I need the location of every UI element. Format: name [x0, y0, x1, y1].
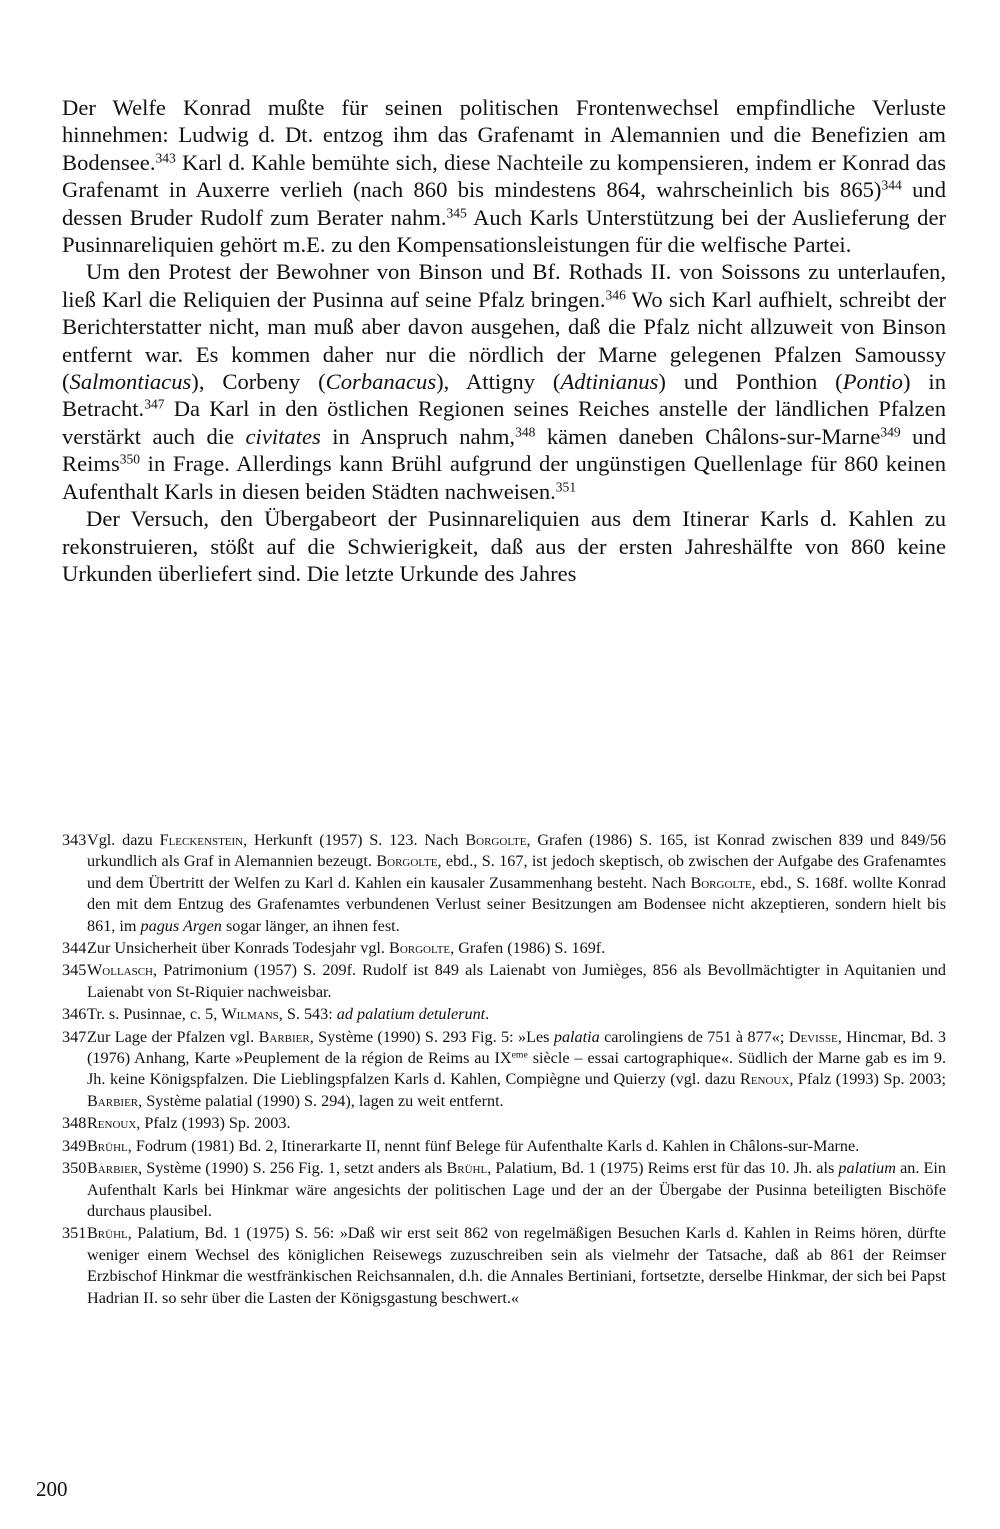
footnote	[62, 1004, 946, 1025]
text-run: und Reims	[62, 423, 947, 477]
text-run: , Pfalz (1993) Sp. 2003;	[789, 1070, 947, 1089]
paragraph	[62, 258, 946, 505]
footnote	[62, 1113, 946, 1134]
text-run: kämen daneben Châlons-sur-Marne	[535, 423, 881, 449]
text-run: Um den Protest der Bewohner von Binson und Bf. Rothads II. von Soissons zu unterlaufen, ließ Karl die Reliquien der Pusinna auf seine Pfalz bringen.	[62, 259, 946, 312]
italic-text: ad palatium detulerunt	[336, 1005, 486, 1024]
italic-text: civitates	[245, 423, 321, 449]
footnote	[62, 938, 946, 959]
footnote-ref: eme	[511, 1049, 528, 1061]
footnote-number: 351	[62, 1224, 87, 1243]
paragraph	[62, 505, 946, 587]
author-name: Brühl	[87, 1136, 128, 1155]
footnote-ref: 351	[555, 479, 577, 495]
text-run: Vgl. dazu	[87, 831, 160, 849]
text-run: Tr. s. Pusinnae, c. 5,	[87, 1005, 222, 1024]
footnote-ref: 349	[880, 424, 901, 440]
author-name: Brühl	[87, 1224, 128, 1243]
footnote-text	[87, 1027, 946, 1113]
text-run: Da Karl in den östlichen Regionen seines Reiches anstelle der ländlichen Pfalzen verstärkt auch die	[62, 396, 946, 449]
footnote-number: 343	[62, 831, 87, 849]
footnote-ref: 348	[515, 424, 536, 440]
text-run: Der Versuch, den Übergabeort der Pusinnareliquien aus dem Itinerar Karls d. Kahlen zu rekonstruieren, stößt auf die Schwierigkeit, daß aus der ersten Jahreshälfte von 860 keine Urkunden überliefert sind. Die letzte Urkunde des Jahres	[62, 506, 946, 586]
author-name: Borgolte	[465, 831, 527, 849]
italic-text: Pontio	[842, 369, 903, 395]
italic-text: palatia	[553, 1027, 600, 1046]
footnote	[62, 830, 946, 937]
footnote-number: 345	[62, 961, 87, 980]
text-run: Karl d. Kahle bemühte sich, diese Nachteile zu kompensieren, indem er Konrad das Grafenamt in Auxerre verlieh (nach 860 bis mindestens 864, wahrscheinlich bis 865)	[62, 149, 946, 203]
footnote-text	[87, 938, 946, 959]
text-run: , S. 543:	[278, 1005, 337, 1024]
page-number: 200	[36, 1477, 68, 1501]
author-name: Wollasch	[87, 961, 154, 980]
footnote-ref: 344	[881, 177, 902, 193]
text-run: , Palatium, Bd. 1 (1975) S. 56: »Daß wir erst seit 862 von regelmäßigen Besuchen Karls d. Kahlen in Reims hören, dürfte weniger einem Wechsel des königlichen Reisewegs zuzuschreiben sein als vielmehr der Tatsache, daß ab 861 der Reimser Erzbischof Hinkmar die westfränkischen Reichsannalen, d.h. die Annales Bertiniani, fortsetzte, derselbe Hinkmar, der sich bei Papst Hadrian II. so sehr über die Lasten der Königsgastung beschwert.«	[87, 1224, 946, 1307]
text-run: , Hincmar, Bd. 3 (1976) Anhang, Karte »Peuplement de la région de Reims au IX	[87, 1027, 947, 1068]
text-run: , Système (1990) S. 256 Fig. 1, setzt anders als	[138, 1159, 447, 1178]
text-run: , Herkunft (1957) S. 123. Nach	[243, 831, 466, 849]
footnote-number: 347	[62, 1027, 87, 1046]
text-run: Der Welfe Konrad mußte für seinen politischen Frontenwechsel empfindliche Verluste hinnehmen: Ludwig d. Dt. entzog ihm das Grafenamt in Alemannien und die Benefizien am Bodensee.	[62, 95, 946, 175]
footnote-text	[87, 1223, 946, 1309]
footnote-number: 348	[62, 1114, 87, 1133]
footnote-ref: 343	[155, 150, 176, 166]
text-run: siècle – essai cartographique«. Südlich der Marne gab es im 9. Jh. keine Königspfalzen. Die Lieblingspfalzen Karls d. Kahlen, Compiègne und Quierzy (vgl. dazu	[87, 1049, 946, 1089]
footnote-number: 346	[62, 1005, 87, 1024]
main-text	[62, 94, 946, 587]
text-run: Wo sich Karl aufhielt, schreibt der Berichterstatter nicht, man muß aber davon ausgehen, daß die Pfalz nicht allzuweit von Binson entfernt war. Es kommen daher nur die nördlich der Marne gelegenen Pfalzen Samoussy (	[62, 286, 946, 395]
footnote	[62, 1158, 946, 1222]
text-run: ), Corbeny (	[191, 369, 326, 395]
italic-text: Adtinianus	[560, 369, 659, 395]
author-name: Borgolte	[389, 939, 451, 958]
footnote-text	[87, 1113, 946, 1134]
footnote-ref: 350	[119, 451, 141, 467]
italic-text: pagus Argen	[140, 916, 222, 935]
text-run: an. Ein Aufenthalt Karls bei Hinkmar wäre angesichts der politischen Lage und der an der Übergabe der Pusinna beteiligten Bischöfe durchaus plausibel.	[87, 1159, 947, 1220]
italic-text: Salmontiacus	[69, 369, 192, 395]
footnote-text	[87, 1004, 946, 1025]
text-run: , Pfalz (1993) Sp. 2003.	[136, 1114, 291, 1133]
text-run: ), Attigny (	[436, 369, 561, 395]
footnote	[62, 1136, 946, 1157]
text-run: ) und Ponthion (	[658, 369, 843, 395]
author-name: Borgolte	[690, 873, 752, 892]
footnote-ref: 346	[605, 287, 626, 303]
text-run: , Fodrum (1981) Bd. 2, Itinerarkarte II, nennt fünf Belege für Aufenthalte Karls d. Kahlen in Châlons-sur-Marne.	[127, 1136, 860, 1155]
paragraph	[62, 94, 946, 258]
text-run: Auch Karls Unterstützung bei der Auslieferung der Pusinnareliquien gehört m.E. zu den Kompensationsleistungen für die welfische Partei.	[62, 204, 947, 258]
text-run: Zur Unsicherheit über Konrads Todesjahr vgl.	[87, 939, 390, 958]
footnote-number: 350	[62, 1159, 87, 1178]
text-run: , ebd., S. 168f. wollte Konrad den mit dem Entzug des Grafenamtes verbundenen Verlust seiner Besitzungen am Bodensee nicht akzeptieren, sondern hielt bis 861, im	[87, 873, 946, 935]
footnote-text	[87, 1158, 946, 1222]
author-name: Barbier	[87, 1159, 139, 1178]
text-run: , Patrimonium (1957) S. 209f. Rudolf ist 849 als Laienabt von Jumièges, 856 als Bevollmächtigter in Aquitanien und Laienabt von St-Riquier nachweisbar.	[87, 961, 946, 1001]
footnotes	[62, 830, 946, 1310]
author-name: Renoux	[740, 1070, 790, 1089]
footnote-number: 344	[62, 939, 87, 958]
footnote-text	[87, 830, 946, 937]
author-name: Barbier	[87, 1091, 139, 1110]
author-name: Wilmans	[221, 1005, 279, 1024]
text-run: in Frage. Allerdings kann Brühl aufgrund der ungünstigen Quellenlage für 860 keinen Aufenthalt Karls in diesen beiden Städten nachweisen.	[62, 451, 946, 504]
text-run: und dessen Bruder Rudolf zum Berater nahm.	[62, 177, 946, 230]
text-run: .	[485, 1005, 490, 1024]
footnote-number: 349	[62, 1136, 87, 1155]
italic-text: Corbanacus	[325, 369, 437, 395]
text-run: , Palatium, Bd. 1 (1975) Reims erst für das 10. Jh. als	[487, 1159, 839, 1178]
author-name: Barbier	[258, 1027, 310, 1046]
author-name: Borgolte	[376, 852, 438, 871]
italic-text: palatium	[838, 1159, 896, 1178]
text-run: , Grafen (1986) S. 165, ist Konrad zwischen 839 und 849/56 urkundlich als Graf in Alemannien bezeugt.	[87, 831, 947, 871]
footnote-text	[87, 960, 946, 1003]
footnote-ref: 345	[446, 205, 467, 221]
footnote-ref: 347	[144, 397, 165, 413]
text-run: sogar länger, an ihnen fest.	[221, 916, 400, 935]
author-name: Devisse	[788, 1027, 838, 1046]
footnote-text	[87, 1136, 946, 1157]
text-run: , Système palatial (1990) S. 294), lagen zu weit entfernt.	[138, 1091, 504, 1110]
text-run: Zur Lage der Pfalzen vgl.	[87, 1027, 259, 1046]
text-run: , Système (1990) S. 293 Fig. 5: »Les	[309, 1027, 554, 1046]
footnote	[62, 1027, 946, 1113]
author-name: Renoux	[87, 1114, 137, 1133]
footnote	[62, 960, 946, 1003]
text-run: carolingiens de 751 à 877«;	[599, 1027, 789, 1046]
author-name: Brühl	[446, 1159, 488, 1178]
author-name: Fleckenstein	[159, 831, 244, 849]
text-run: ) in Betracht.	[62, 369, 946, 422]
text-run: , Grafen (1986) S. 169f.	[450, 939, 606, 958]
text-run: , ebd., S. 167, ist jedoch skeptisch, ob zwischen der Aufgabe des Grafenamtes und dem Übertritt der Welfen zu Karl d. Kahlen ein kausaler Zusammenhang besteht. Nach	[87, 852, 946, 892]
footnote	[62, 1223, 946, 1309]
text-run: in Anspruch nahm,	[320, 423, 516, 449]
